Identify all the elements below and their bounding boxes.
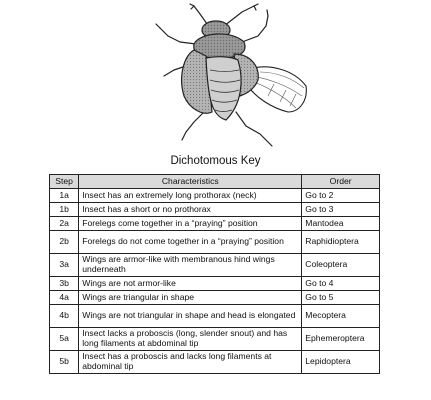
table-row <box>50 231 380 254</box>
table-header-row <box>50 175 380 189</box>
table-row <box>50 217 380 231</box>
order-cell: Go to 2 <box>302 189 380 203</box>
order-cell: Raphidioptera <box>302 231 380 254</box>
table-row <box>50 189 380 203</box>
header-step: Step <box>50 175 79 189</box>
characteristics-cell: Wings are triangular in shape <box>79 291 302 305</box>
key-title: Dichotomous Key <box>170 155 261 167</box>
order-cell: Lepidoptera <box>302 351 380 374</box>
characteristics-cell: Wings are not triangular in shape and head is elongated <box>79 305 302 328</box>
characteristics-cell: Insect has a proboscis and lacks long filaments at abdominal tip <box>79 351 302 374</box>
table-row <box>50 291 380 305</box>
table-row <box>50 305 380 328</box>
table-row <box>50 277 380 291</box>
header-characteristics: Characteristics <box>79 175 302 189</box>
table-row <box>50 254 380 277</box>
characteristics-cell: Insect has a short or no prothorax <box>79 203 302 217</box>
characteristics-cell: Forelegs do not come together in a “praying” position <box>79 231 302 254</box>
order-cell: Go to 3 <box>302 203 380 217</box>
order-cell: Go to 5 <box>302 291 380 305</box>
order-cell: Mecoptera <box>302 305 380 328</box>
step-cell: 5a <box>50 328 79 351</box>
beetle-illustration <box>150 0 310 152</box>
step-cell: 2b <box>50 231 79 254</box>
characteristics-cell: Forelegs come together in a “praying” position <box>79 217 302 231</box>
table-row <box>50 351 380 374</box>
step-cell: 3b <box>50 277 79 291</box>
order-cell: Go to 4 <box>302 277 380 291</box>
step-cell: 2a <box>50 217 79 231</box>
dichotomous-key-table <box>49 174 380 374</box>
order-cell: Coleoptera <box>302 254 380 277</box>
step-cell: 5b <box>50 351 79 374</box>
step-cell: 4a <box>50 291 79 305</box>
order-cell: Mantodea <box>302 217 380 231</box>
characteristics-cell: Wings are not armor-like <box>79 277 302 291</box>
step-cell: 4b <box>50 305 79 328</box>
header-order: Order <box>302 175 380 189</box>
characteristics-cell: Insect has an extremely long prothorax (neck) <box>79 189 302 203</box>
characteristics-cell: Wings are armor-like with membranous hind wings underneath <box>79 254 302 277</box>
step-cell: 1a <box>50 189 79 203</box>
step-cell: 3a <box>50 254 79 277</box>
characteristics-cell: Insect lacks a proboscis (long, slender snout) and has long filaments at abdominal tip <box>79 328 302 351</box>
table-row <box>50 203 380 217</box>
order-cell: Ephemeroptera <box>302 328 380 351</box>
step-cell: 1b <box>50 203 79 217</box>
table-row <box>50 328 380 351</box>
